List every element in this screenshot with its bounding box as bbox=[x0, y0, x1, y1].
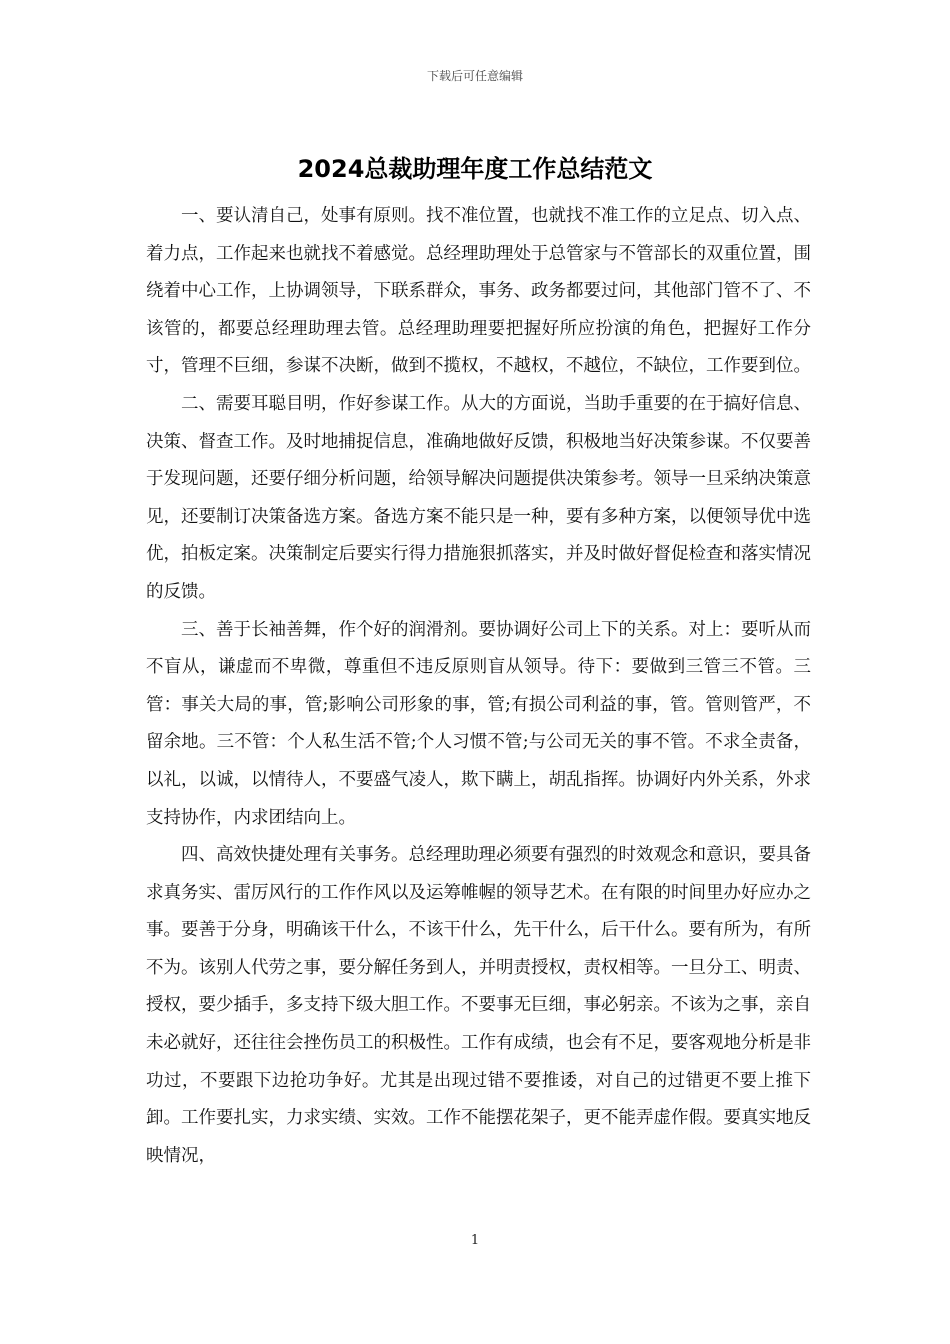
header-note: 下载后可任意编辑 bbox=[426, 69, 523, 83]
document-body bbox=[146, 198, 811, 1175]
paragraph-4: 四、高效快捷处理有关事务。总经理助理必须要有强烈的时效观念和意识，要具备求真务实、雷厉风行的工作作风以及运筹帷幄的领导艺术。在有限的时间里办好应办之事。要善于分身，明确该干什么，不该干什么，先干什么，后干什么。要有所为，有所不为。该别人代劳之事，要分解任务到人，并明责授权，责权相等。一旦分工、明责、授权，要少插手，多支持下级大胆工作。不要事无巨细，事必躬亲。不该为之事，亲自未必就好，还往往会挫伤员工的积极性。工作有成绩，也会有不足，要客观地分析是非功过，不要跟下边抢功争好。尤其是出现过错不要推诿，对自己的过错更不要上推下卸。工作要扎实，力求实绩、实效。工作不能摆花架子，更不能弄虚作假。要真实地反映情况， bbox=[146, 845, 811, 1166]
document-title: 2024总裁助理年度工作总结范文 bbox=[297, 155, 653, 183]
page-number: 1 bbox=[470, 1233, 480, 1248]
paragraph-3: 三、善于长袖善舞，作个好的润滑剂。要协调好公司上下的关系。对上：要听从而不盲从，谦虚而不卑微，尊重但不违反原则盲从领导。待下：要做到三管三不管。三管：事关大局的事，管;影响公司形象的事，管;有损公司利益的事，管。管则管严，不留余地。三不管：个人私生活不管;个人习惯不管;与公司无关的事不管。不求全责备，以礼，以诚，以情待人，不要盛气凌人，欺下瞒上，胡乱指挥。协调好内外关系，外求支持协作，内求团结向上。 bbox=[146, 619, 811, 828]
paragraph-1: 一、要认清自己，处事有原则。找不准位置，也就找不准工作的立足点、切入点、着力点，工作起来也就找不着感觉。总经理助理处于总管家与不管部长的双重位置，围绕着中心工作，上协调领导，下联系群众，事务、政务都要过问，其他部门管不了、不该管的，都要总经理助理去管。总经理助理要把握好所应扮演的角色，把握好工作分寸，管理不巨细，参谋不决断，做到不揽权，不越权，不越位，不缺位，工作要到位。 bbox=[146, 206, 811, 377]
paragraph-2: 二、需要耳聪目明，作好参谋工作。从大的方面说，当助手重要的在于搞好信息、决策、督查工作。及时地捕捉信息，准确地做好反馈，积极地当好决策参谋。不仅要善于发现问题，还要仔细分析问题，给领导解决问题提供决策参考。领导一旦采纳决策意见，还要制订决策备选方案。备选方案不能只是一种，要有多种方案，以便领导优中选优，拍板定案。决策制定后要实行得力措施狠抓落实，并及时做好督促检查和落实情况的反馈。 bbox=[146, 393, 811, 602]
